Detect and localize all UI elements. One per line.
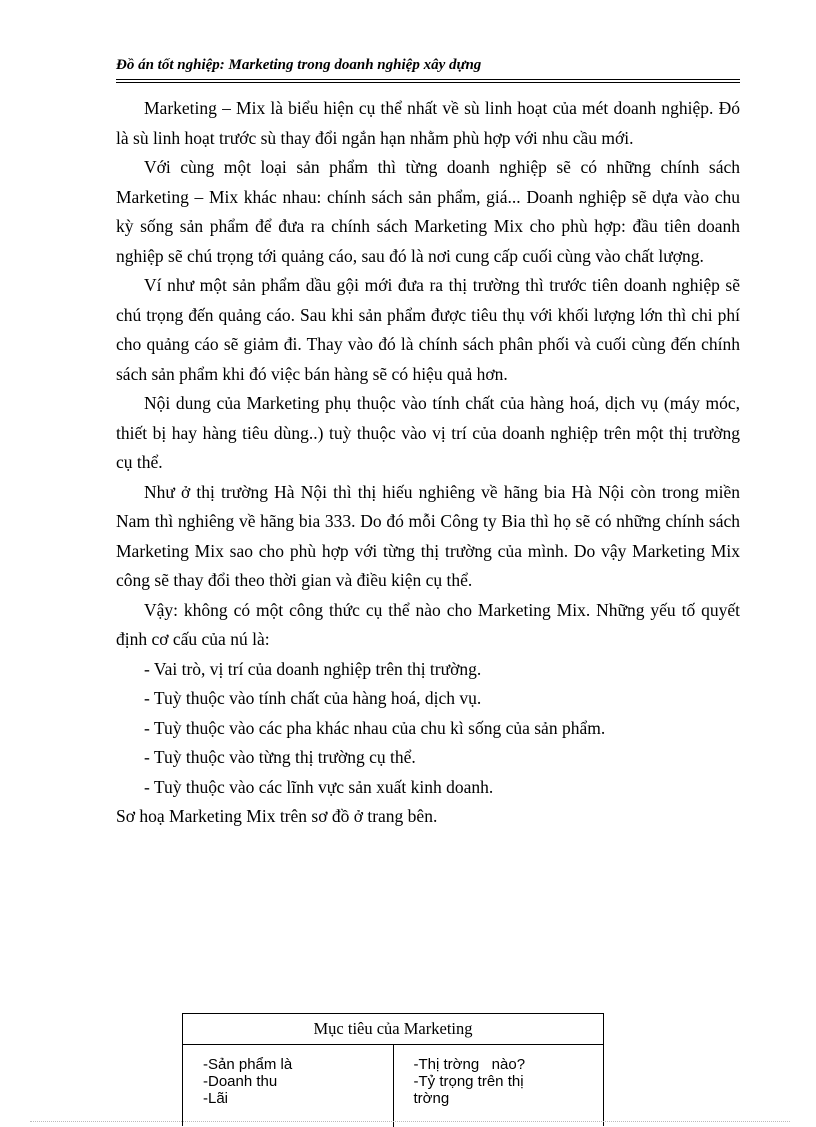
- paragraph-2: Với cùng một loại sản phẩm thì từng doanh nghiệp sẽ có những chính sách Marketing – Mix khác nhau: chính sách sản phẩm, giá... Doanh nghiệp sẽ dựa vào chu kỳ sống sản phẩm để đưa ra chính sách Marketing Mix cho phù hợp: đầu tiên doanh nghiệp sẽ chú trọng tới quảng cáo, sau đó là nơi cung cấp cuối cùng vào chất lượng.: [116, 157, 740, 266]
- paragraph-1: Marketing – Mix là biểu hiện cụ thể nhất về sù linh hoạt của mét doanh nghiệp. Đó là sù linh hoạt trước sù thay đổi ngắn hạn nhằm phù hợp với nhu cầu mới.: [116, 98, 740, 148]
- header-rule: [116, 79, 740, 80]
- header-rule-double: [116, 82, 740, 83]
- diagram-right-line: trờng: [413, 1090, 450, 1107]
- document-body: [116, 94, 740, 832]
- page-header: Đồ án tốt nghiệp: Marketing trong doanh nghiệp xây dựng: [116, 57, 482, 73]
- paragraph-6: Vậy: không có một công thức cụ thể nào cho Marketing Mix. Những yếu tố quyết định cơ cấu của nú là:: [116, 599, 740, 649]
- diagram-title: Mục tiêu của Marketing: [183, 1014, 603, 1045]
- list-item: - Tuỳ thuộc vào các lĩnh vực sản xuất kinh doanh.: [144, 776, 494, 797]
- diagram-right-line: -Tỷ trọng trên thị: [413, 1073, 524, 1090]
- page-bottom-divider: [30, 1121, 790, 1122]
- paragraph-5: Như ở thị trường Hà Nội thì thị hiếu nghiêng về hãng bia Hà Nội còn trong miền Nam thì nghiêng về hãng bia 333. Do đó mỗi Công ty Bia thì họ sẽ có những chính sách Marketing Mix sao cho phù hợp với từng thị trường của mình. Do vậy Marketing Mix công sẽ thay đổi theo thời gian và điều kiện cụ thể.: [116, 481, 740, 590]
- diagram-left-line: -Lãi: [203, 1090, 229, 1107]
- diagram-right-line: -Thị trờng nào?: [413, 1056, 526, 1073]
- closing-line: Sơ hoạ Marketing Mix trên sơ đồ ở trang bên.: [116, 806, 438, 826]
- list-item: - Tuỳ thuộc vào tính chất của hàng hoá, dịch vụ.: [144, 688, 482, 708]
- paragraph-3: Ví như một sản phẩm dầu gội mới đưa ra thị trường thì trước tiên doanh nghiệp sẽ chú trọng đến quảng cáo. Sau khi sản phẩm được tiêu thụ với khối lượng lớn thì chi phí cho quảng cáo sẽ giảm đi. Thay vào đó là chính sách phân phối và cuối cùng đến chính sách sản phẩm khi đó việc bán hàng sẽ có hiệu quả hơn.: [116, 275, 740, 384]
- diagram-left-line: -Sản phẩm là: [203, 1056, 293, 1073]
- list-item: - Tuỳ thuộc vào từng thị trường cụ thể.: [144, 747, 416, 767]
- diagram-left-line: -Doanh thu: [203, 1073, 278, 1090]
- list-item: - Vai trò, vị trí của doanh nghiệp trên thị trường.: [144, 658, 482, 679]
- diagram-columns: [183, 1045, 603, 1127]
- marketing-diagram: [182, 1013, 604, 1126]
- list-item: - Tuỳ thuộc vào các pha khác nhau của chu kì sống của sản phẩm.: [144, 717, 606, 738]
- paragraph-4: Nội dung của Marketing phụ thuộc vào tính chất của hàng hoá, dịch vụ (máy móc, thiết bị hay hàng tiêu dùng..) tuỳ thuộc vào vị trí của doanh nghiệp trên một thị trường cụ thể.: [116, 393, 740, 472]
- diagram-left-cell: [183, 1045, 393, 1127]
- diagram-right-cell: [393, 1045, 604, 1127]
